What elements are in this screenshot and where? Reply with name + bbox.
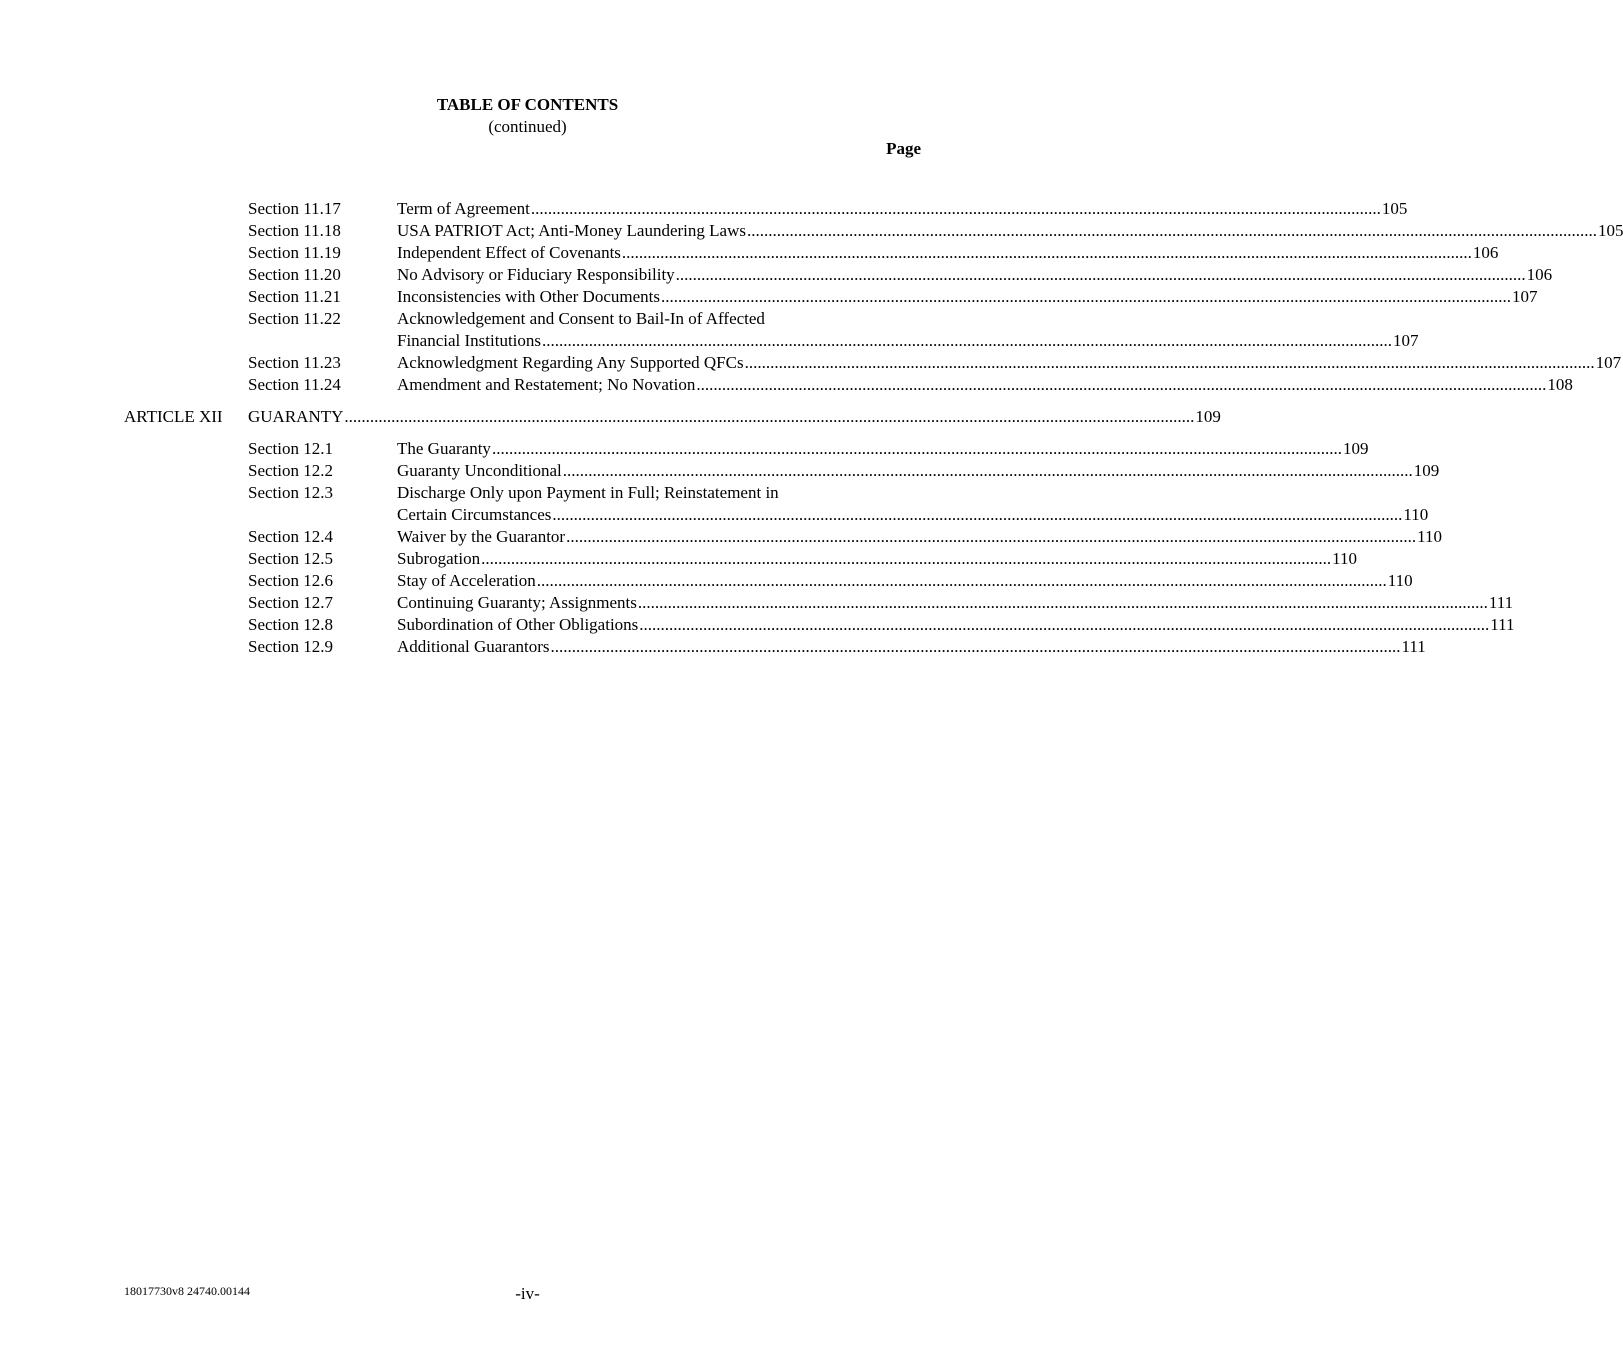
section-title: Subordination of Other Obligations — [397, 615, 639, 634]
section-title: Additional Guarantors — [397, 637, 550, 656]
section-title: Financial Institutions — [397, 331, 542, 350]
article-number: ARTICLE XII — [124, 407, 223, 426]
section-title: No Advisory or Fiduciary Responsibility — [397, 265, 675, 284]
section-title: Amendment and Restatement; No Novation — [397, 375, 696, 394]
section-number: Section 11.19 — [248, 243, 341, 262]
page-number: 110 — [1417, 527, 1442, 546]
dot-leader: ........................................................................................................................................................................................................ — [536, 571, 1387, 590]
dot-leader: ........................................................................................................................................................................................................ — [562, 461, 1413, 480]
page-number: 109 — [1342, 439, 1369, 458]
dot-leader: ........................................................................................................................................................................................................ — [675, 265, 1526, 284]
toc-entry[interactable] — [0, 198, 1408, 220]
dot-leader: ........................................................................................................................................................................................................ — [637, 593, 1488, 612]
dot-leader: ........................................................................................................................................................................................................ — [552, 505, 1403, 524]
toc-entry[interactable] — [0, 264, 1553, 286]
toc-entry[interactable] — [0, 374, 1573, 396]
dot-leader: ........................................................................................................................................................................................................ — [566, 527, 1417, 546]
section-title: Subrogation — [397, 549, 481, 568]
toc-entry[interactable] — [0, 242, 1499, 264]
section-title: Independent Effect of Covenants — [397, 243, 621, 262]
page-number: 111 — [1401, 637, 1426, 656]
dot-leader: ........................................................................................................................................................................................................ — [660, 287, 1511, 306]
section-title: Stay of Acceleration — [397, 571, 536, 590]
page-number: 110 — [1387, 571, 1413, 590]
section-title: Waiver by the Guarantor — [397, 527, 566, 546]
page-number: 110 — [1332, 549, 1357, 568]
toc-title: TABLE OF CONTENTS — [436, 95, 619, 114]
page-number: 106 — [1526, 265, 1553, 284]
dot-leader: ........................................................................................................................................................................................................ — [621, 243, 1472, 262]
dot-leader: ........................................................................................................................................................................................................ — [746, 221, 1597, 240]
page-number: 105 — [1381, 199, 1408, 218]
section-number: Section 11.18 — [248, 221, 341, 240]
page-number: 109 — [1195, 407, 1221, 426]
section-number: Section 11.21 — [248, 287, 341, 306]
section-title: The Guaranty — [397, 439, 491, 458]
section-title-line1: Discharge Only upon Payment in Full; Reinstatement in — [397, 483, 779, 502]
section-title: Term of Agreement — [397, 199, 530, 218]
section-title: Guaranty Unconditional — [397, 461, 562, 480]
section-number: Section 12.1 — [248, 439, 333, 458]
toc-article-entry[interactable] — [0, 406, 1221, 428]
toc-entry[interactable] — [0, 460, 1440, 482]
section-number: Section 11.20 — [248, 265, 341, 284]
footer-page-number: -iv- — [515, 1284, 540, 1303]
section-number: Section 12.4 — [248, 527, 333, 546]
toc-entry[interactable] — [0, 308, 1055, 330]
section-title: Inconsistencies with Other Documents — [397, 287, 660, 306]
toc-subtitle: (continued) — [488, 117, 567, 136]
section-number: Section 12.2 — [248, 461, 333, 480]
page-number: 107 — [1393, 331, 1419, 350]
toc-entry[interactable] — [0, 482, 1055, 504]
section-title: Certain Circumstances — [397, 505, 552, 524]
section-title: Continuing Guaranty; Assignments — [397, 593, 637, 612]
page-number: 107 — [1511, 287, 1538, 306]
dot-leader: ........................................................................................................................................................................................................ — [696, 375, 1547, 394]
section-number: Section 12.8 — [248, 615, 333, 634]
section-title: USA PATRIOT Act; Anti-Money Laundering Laws — [397, 221, 746, 240]
toc-entry[interactable] — [0, 636, 1426, 658]
section-title: Acknowledgment Regarding Any Supported QFCs — [397, 353, 744, 372]
section-number: Section 11.24 — [248, 375, 341, 394]
dot-leader: ........................................................................................................................................................................................................ — [550, 637, 1401, 656]
section-number: Section 11.23 — [248, 353, 341, 372]
dot-leader: ........................................................................................................................................................................................................ — [481, 549, 1332, 568]
toc-list — [0, 198, 1623, 658]
dot-leader: ........................................................................................................................................................................................................ — [744, 353, 1595, 372]
toc-entry[interactable] — [0, 570, 1413, 592]
dot-leader: ........................................................................................................................................................................................................ — [639, 615, 1490, 634]
toc-entry[interactable] — [0, 526, 1442, 548]
toc-entry-continuation[interactable] — [0, 504, 1429, 526]
dot-leader: ........................................................................................................................................................................................................ — [491, 439, 1342, 458]
page-number: 106 — [1472, 243, 1499, 262]
section-number: Section 12.9 — [248, 637, 333, 656]
page-number: 111 — [1490, 615, 1515, 634]
section-number: Section 12.6 — [248, 571, 333, 590]
section-number: Section 12.3 — [248, 483, 333, 502]
section-number: Section 12.5 — [248, 549, 333, 568]
page-number: 108 — [1547, 375, 1573, 394]
dot-leader: ........................................................................................................................................................................................................ — [542, 331, 1393, 350]
page-number: 110 — [1403, 505, 1429, 524]
section-number: Section 12.7 — [248, 593, 333, 612]
toc-entry-continuation[interactable] — [0, 330, 1419, 352]
toc-entry[interactable] — [0, 438, 1369, 460]
section-number: Section 11.22 — [248, 309, 341, 328]
document-id: 18017730v8 24740.00144 — [124, 1284, 250, 1298]
toc-entry[interactable] — [0, 592, 1514, 614]
toc-entry[interactable] — [0, 220, 1623, 242]
page-number: 107 — [1595, 353, 1622, 372]
toc-entry[interactable] — [0, 614, 1515, 636]
toc-entry[interactable] — [0, 352, 1622, 374]
section-number: Section 11.17 — [248, 199, 341, 218]
page-number: 109 — [1413, 461, 1440, 480]
page-number: 105 — [1597, 221, 1623, 240]
page-column-label: Page — [886, 139, 921, 158]
dot-leader: ........................................................................................................................................................................................................ — [344, 407, 1195, 426]
dot-leader: ........................................................................................................................................................................................................ — [530, 199, 1381, 218]
section-title-line1: Acknowledgement and Consent to Bail-In of Affected — [397, 309, 765, 328]
article-title: GUARANTY — [248, 407, 344, 426]
toc-entry[interactable] — [0, 548, 1357, 570]
page-number: 111 — [1488, 593, 1514, 612]
toc-entry[interactable] — [0, 286, 1538, 308]
